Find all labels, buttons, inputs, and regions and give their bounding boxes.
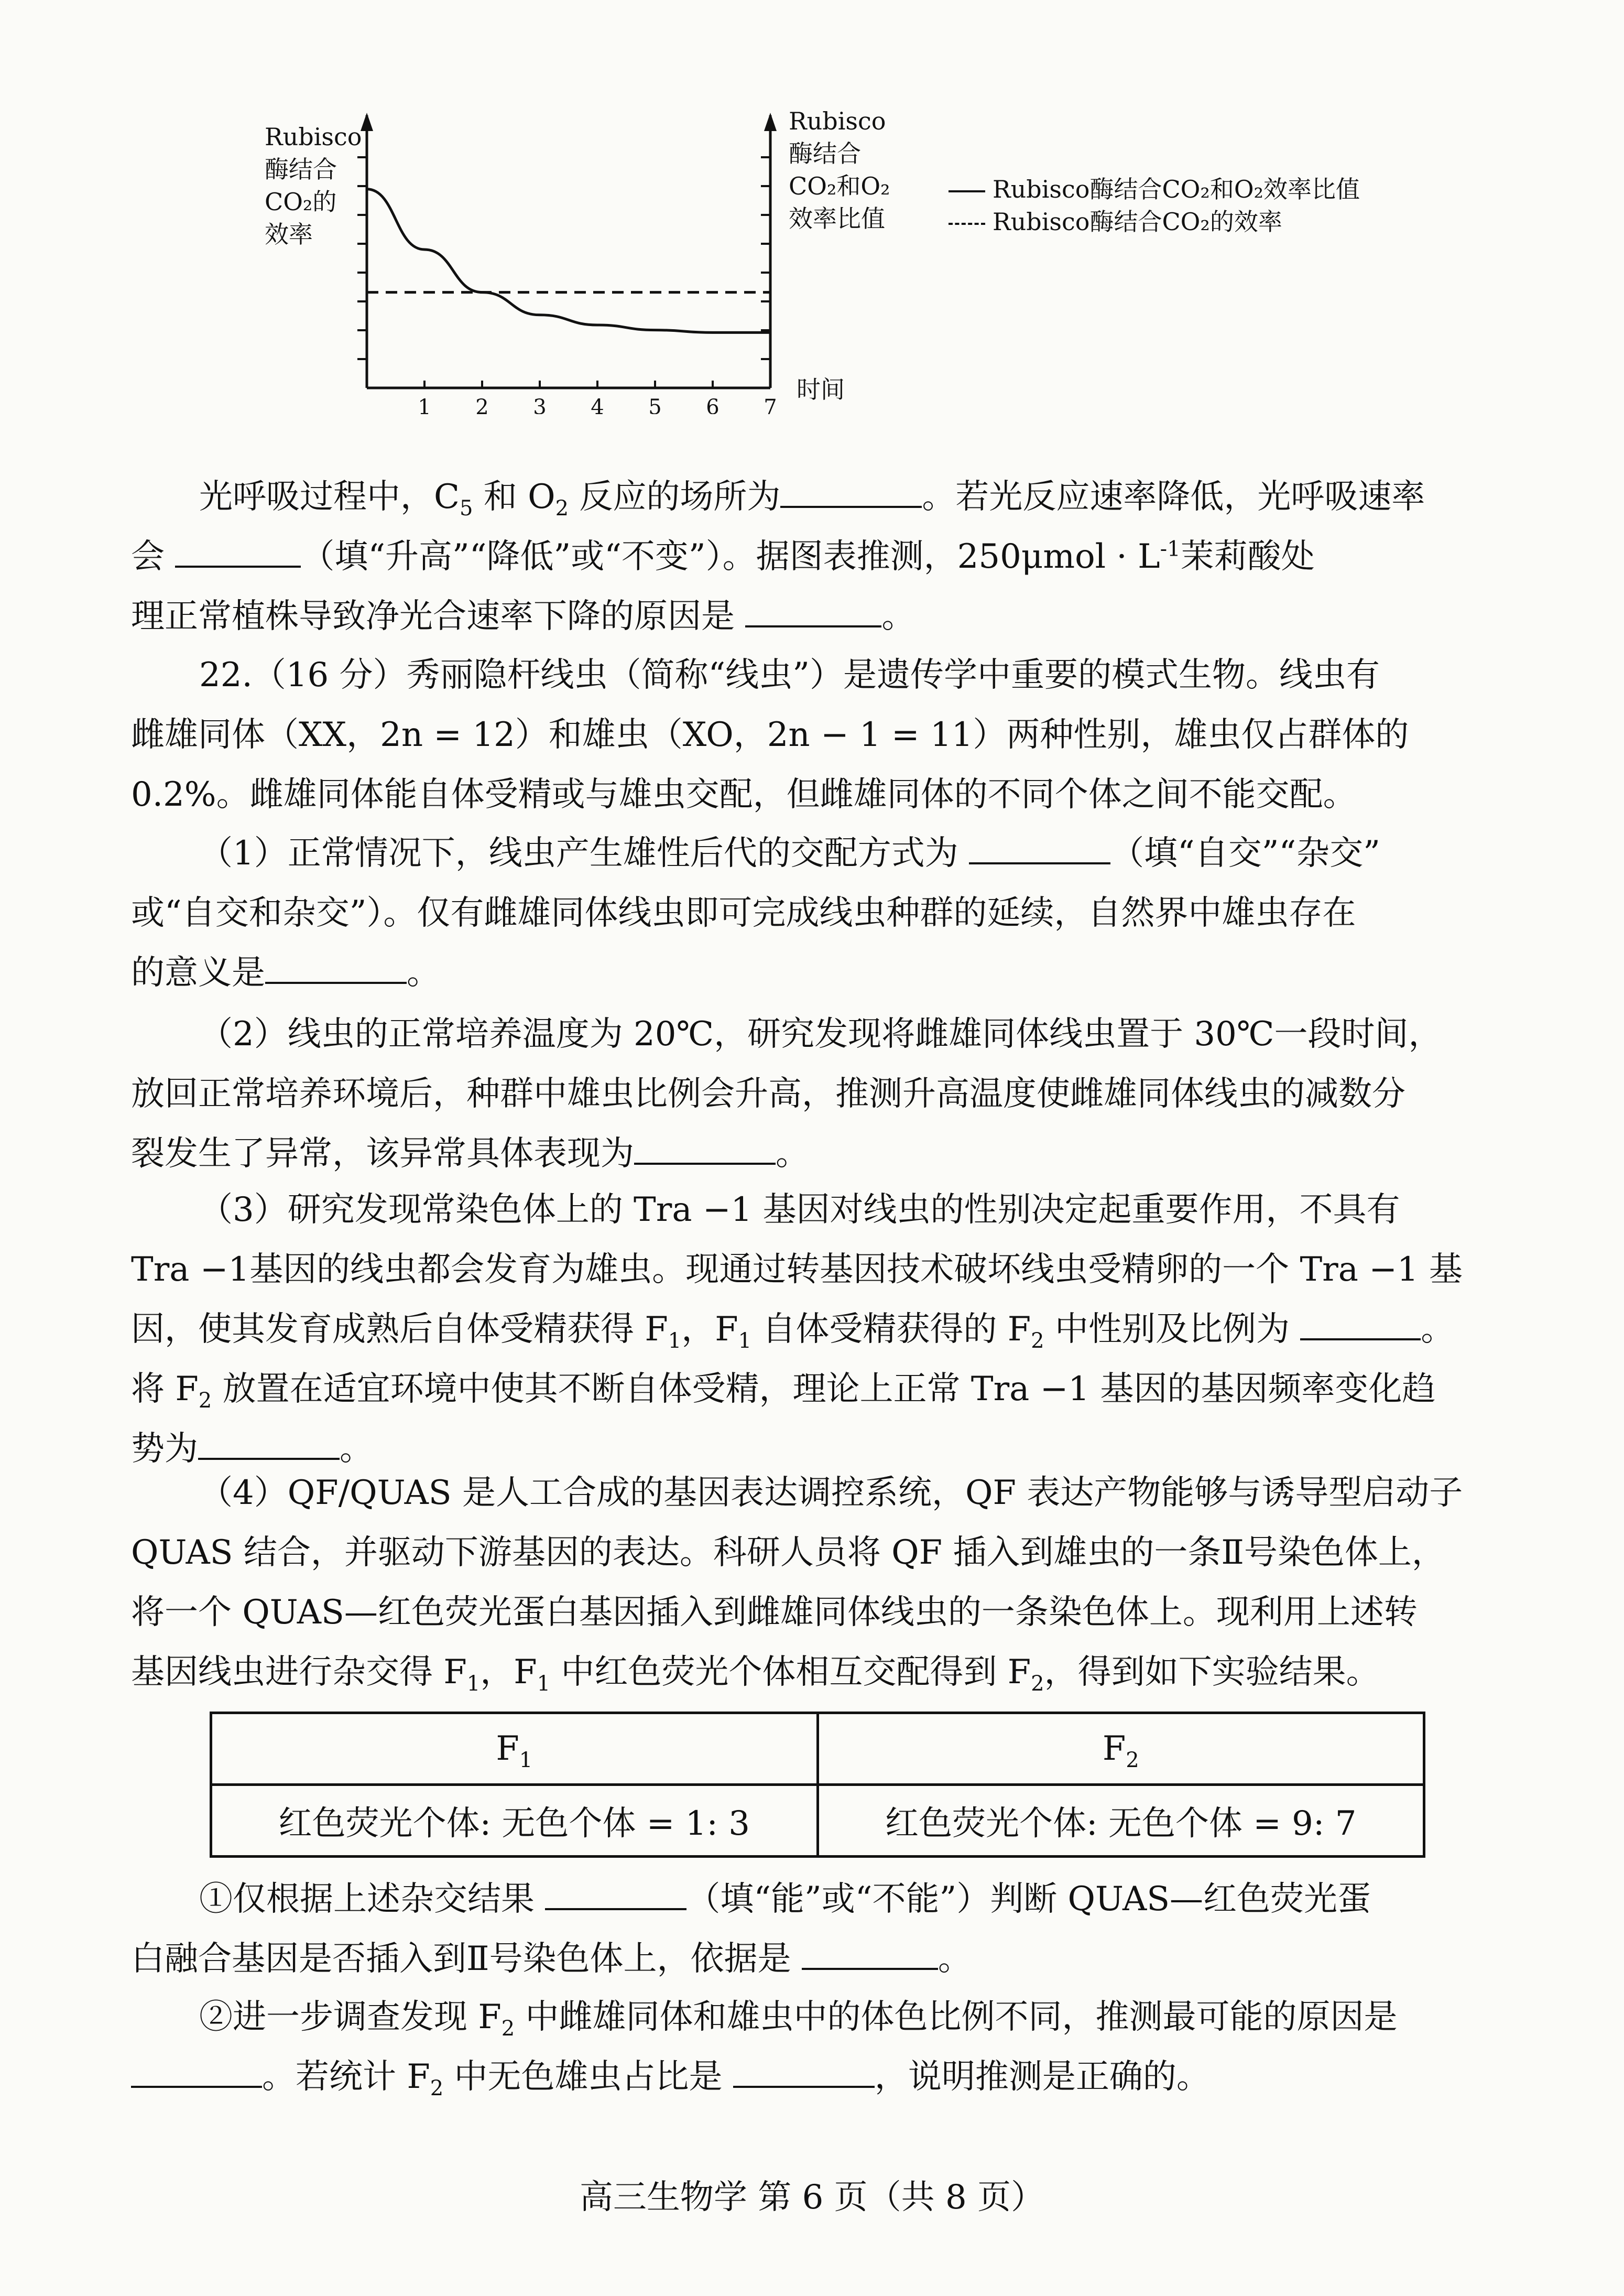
- text-line: （4）QF/QUAS 是人工合成的基因表达调控系统，QF 表达产物能够与诱导型启动子: [199, 1474, 1463, 1512]
- x-axis-label: 时间: [797, 375, 845, 404]
- text-line: （2）线虫的正常培养温度为 20℃，研究发现将雌雄同体线虫置于 30℃一段时间，: [199, 1015, 1442, 1054]
- answer-blank[interactable]: [634, 1129, 776, 1165]
- x-tick-label: 4: [591, 395, 604, 414]
- page-footer: 高三生物学 第 6 页（共 8 页）: [579, 2178, 1045, 2217]
- text-line: 白融合基因是否插入到Ⅱ号染色体上，依据是 。: [131, 1934, 1499, 1984]
- question-22-intro: [131, 650, 1499, 820]
- text-line: Tra −1基因的线虫都会发育为雄虫。现通过转基因技术破坏线虫受精卵的一个 Tra −1 基: [131, 1250, 1463, 1289]
- x-tick-label: 7: [764, 395, 777, 414]
- table-row: [211, 1785, 1424, 1857]
- legend-item-ratio: Rubisco酶结合CO₂和O₂效率比值: [949, 173, 1360, 205]
- text-line: （1）正常情况下，线虫产生雄性后代的交配方式为 （填“自交”“杂交”: [131, 828, 1499, 879]
- rubisco-chart: [314, 100, 807, 414]
- table-header-f2: $F_2$: [818, 1713, 1424, 1785]
- text-line: 将 $F_2$ 放置在适宜环境中使其不断自体受精，理论上正常 Tra −1 基因的基因频率变化趋: [131, 1370, 1436, 1413]
- text-line: 理正常植株导致净光合速率下降的原因是 。: [131, 591, 1499, 642]
- answer-blank[interactable]: [131, 2052, 262, 2088]
- text-line: 光呼吸过程中，$C_5$ 和 $O_2$ 反应的场所为 。若光反应速率降低，光呼吸速率: [131, 472, 1499, 522]
- text-line: 22.（16 分）秀丽隐杆线虫（简称“线虫”）是遗传学中重要的模式生物。线虫有: [199, 656, 1380, 695]
- subquestion-4-part-2: [131, 1992, 1499, 2102]
- table-header-row: [211, 1713, 1424, 1785]
- answer-blank[interactable]: [545, 1875, 686, 1910]
- table-cell-f2-ratio: 红色荧光个体: 无色个体 = 9: 7: [818, 1785, 1424, 1857]
- answer-blank[interactable]: [780, 472, 922, 508]
- subquestion-3: [131, 1185, 1499, 1474]
- table-cell-f1-ratio: 红色荧光个体: 无色个体 = 1: 3: [211, 1785, 818, 1857]
- text-line: QUAS 结合，并驱动下游基因的表达。科研人员将 QF 插入到雄虫的一条Ⅱ号染色体上，: [131, 1533, 1445, 1572]
- subquestion-4-part-1: [131, 1874, 1499, 1984]
- text-line: 雌雄同体（XX，2n = 12）和雄虫（XO，2n − 1 = 11）两种性别，雄虫仅占群体的: [131, 716, 1409, 754]
- answer-blank[interactable]: [265, 948, 407, 984]
- left-axis-label: Rubisco 酶结合 CO₂的 效率: [265, 123, 362, 248]
- table-header-f1: $F_1$: [211, 1713, 818, 1785]
- paragraph-photorespiration: [131, 472, 1499, 642]
- text-line: 。若统计 $F_2$ 中无色雄虫占比是 ，说明推测是正确的。: [131, 2052, 1499, 2102]
- text-line: 或“自交和杂交”）。仅有雌雄同体线虫即可完成线虫种群的延续，自然界中雄虫存在: [131, 894, 1356, 933]
- text-line: （3）研究发现常染色体上的 Tra −1 基因对线虫的性别决定起重要作用，不具有: [199, 1190, 1400, 1229]
- text-line: 将一个 QUAS—红色荧光蛋白基因插入到雌雄同体线虫的一条染色体上。现利用上述转: [131, 1593, 1418, 1632]
- left-axis-arrow: [361, 113, 373, 131]
- subquestion-4: [131, 1468, 1499, 1697]
- answer-blank[interactable]: [1300, 1305, 1421, 1340]
- text-line: ①仅根据上述杂交结果 （填“能”或“不能”）判断 QUAS—红色荧光蛋: [131, 1874, 1499, 1924]
- results-table: [210, 1712, 1425, 1858]
- right-axis-arrow: [764, 113, 777, 131]
- answer-blank[interactable]: [198, 1424, 340, 1460]
- x-tick-label: 1: [418, 395, 431, 414]
- answer-blank[interactable]: [802, 1934, 938, 1970]
- text-line: ②进一步调查发现 $F_2$ 中雌雄同体和雄虫中的体色比例不同，推测最可能的原因是: [199, 1998, 1398, 2041]
- text-line: 放回正常培养环境后，种群中雄虫比例会升高，推测升高温度使雌雄同体线虫的减数分: [131, 1075, 1405, 1113]
- subquestion-2: [131, 1009, 1499, 1179]
- text-line: 势为 。: [131, 1424, 1499, 1474]
- text-line: 基因线虫进行杂交得 $F_1$，$F_1$ 中红色荧光个体相互交配得到 $F_2$，得到如下实验结果。: [131, 1653, 1380, 1696]
- text-line: 的意义是 。: [131, 948, 1499, 998]
- answer-blank[interactable]: [969, 829, 1110, 864]
- subquestion-1: [131, 828, 1499, 998]
- right-axis-label: Rubisco 酶结合 CO₂和O₂ 效率比值: [789, 107, 890, 233]
- legend-item-efficiency: Rubisco酶结合CO₂的效率: [949, 205, 1360, 238]
- answer-blank[interactable]: [175, 532, 301, 568]
- answer-blank[interactable]: [733, 2052, 875, 2088]
- x-tick-label: 3: [533, 395, 547, 414]
- x-tick-label: 5: [648, 395, 662, 414]
- x-tick-label: 6: [706, 395, 720, 414]
- series-line-ratio: [367, 189, 770, 333]
- text-line: 因，使其发育成熟后自体受精获得 $F_1$，$F_1$ 自体受精获得的 $F_2$ 中性别及比例为 。: [131, 1304, 1499, 1355]
- text-line: 会 （填“升高”“降低”或“不变”）。据图表推测，$250\mu mol \cdot L^{-1}$茉莉酸处: [131, 532, 1499, 582]
- text-line: 0.2%。雌雄同体能自体受精或与雄虫交配，但雌雄同体的不同个体之间不能交配。: [131, 775, 1357, 814]
- answer-blank[interactable]: [745, 592, 881, 627]
- chart-legend: [949, 173, 1360, 238]
- x-tick-label: 2: [475, 395, 489, 414]
- text-line: 裂发生了异常，该异常具体表现为 。: [131, 1129, 1499, 1179]
